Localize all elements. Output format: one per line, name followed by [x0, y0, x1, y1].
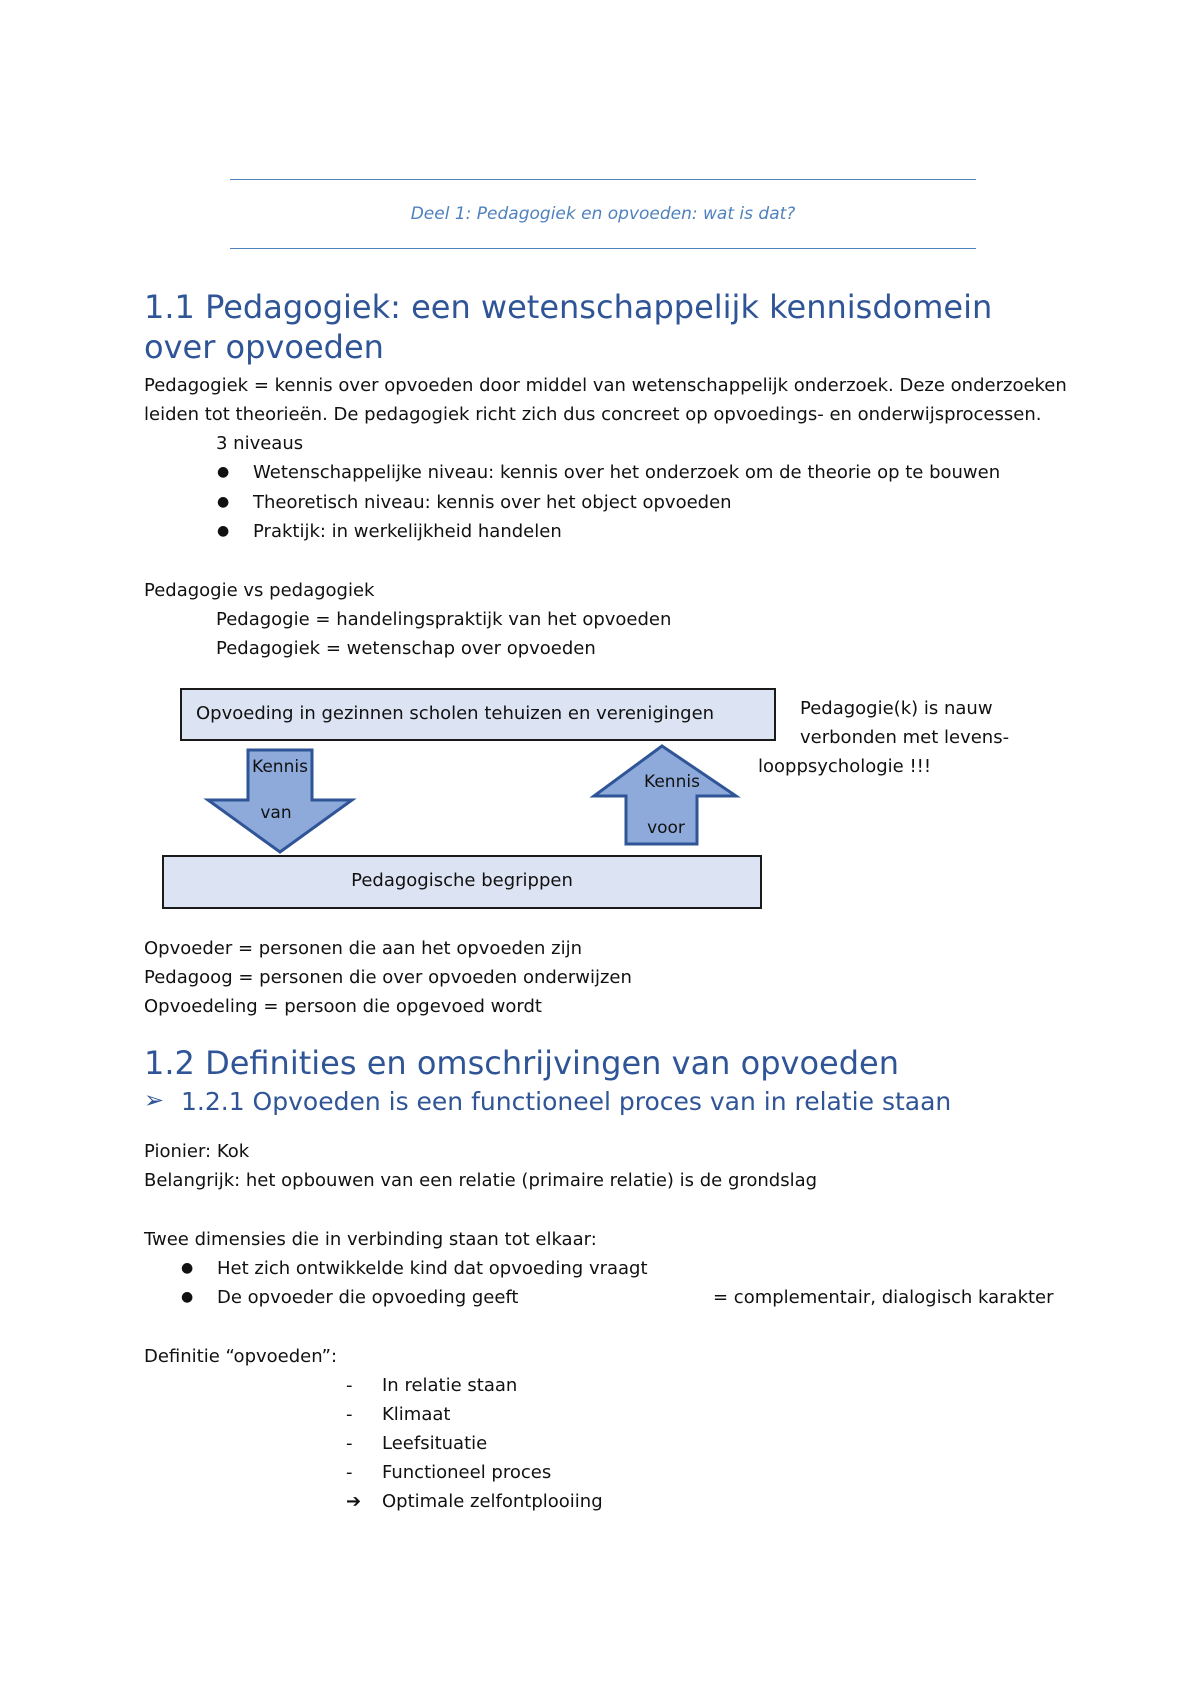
vs-line: Pedagogie = handelingspraktijk van het opvoeden — [216, 609, 672, 630]
diagram-side-note-line3: looppsychologie !!! — [758, 756, 932, 777]
bullet-icon: ● — [217, 494, 230, 510]
role-line: Opvoedeling = persoon die opgevoed wordt — [144, 996, 542, 1017]
definition-item: Functioneel proces — [382, 1462, 552, 1483]
diagram-top-box-label: Opvoeding in gezinnen scholen tehuizen en verenigingen — [196, 703, 715, 724]
right-arrow-icon: ➔ — [346, 1491, 362, 1512]
bullet-icon: ● — [217, 523, 230, 539]
dimension-item: Het zich ontwikkelde kind dat opvoeding vraagt — [217, 1258, 648, 1279]
dimensions-note: = complementair, dialogisch karakter — [713, 1287, 1054, 1308]
down-arrow-label-bottom: van — [260, 803, 292, 823]
diagram-side-note-line2: verbonden met levens- — [800, 727, 1010, 748]
level-item: Wetenschappelijke niveau: kennis over het onderzoek om de theorie op te bouwen — [253, 462, 1001, 483]
dimension-item: De opvoeder die opvoeding geeft — [217, 1287, 519, 1308]
section-1-1-title-line2: over opvoeden — [144, 328, 384, 366]
diagram-arrows — [0, 740, 1200, 940]
level-item: Praktijk: in werkelijkheid handelen — [253, 521, 562, 542]
document-subtitle: Deel 1: Pedagogiek en opvoeden: wat is dat? — [410, 204, 796, 224]
definition-item: Leefsituatie — [382, 1433, 488, 1454]
definition-title: Definitie “opvoeden”: — [144, 1346, 338, 1367]
vs-title: Pedagogie vs pedagogiek — [144, 580, 375, 601]
up-arrow-label-top: Kennis — [644, 772, 700, 792]
header-rule-top — [230, 179, 976, 180]
diagram-bottom-box-label: Pedagogische begrippen — [351, 870, 573, 891]
dimensions-title: Twee dimensies die in verbinding staan tot elkaar: — [144, 1229, 597, 1250]
important-line: Belangrijk: het opbouwen van een relatie (primaire relatie) is de grondslag — [144, 1170, 818, 1191]
diagram-side-note-line1: Pedagogie(k) is nauw — [800, 698, 993, 719]
header-rule-bottom — [230, 248, 976, 249]
definition-item: In relatie staan — [382, 1375, 518, 1396]
section-1-1-title-line1: 1.1 Pedagogiek: een wetenschappelijk kennisdomein — [144, 288, 993, 326]
intro-paragraph-line2: leiden tot theorieën. De pedagogiek richt zich dus concreet op opvoedings- en onderwijsprocessen. — [144, 404, 1042, 425]
section-1-2-1-title: 1.2.1 Opvoeden is een functioneel proces van in relatie staan — [181, 1087, 952, 1116]
dash-icon: - — [346, 1375, 353, 1396]
dash-icon: - — [346, 1462, 353, 1483]
pioneer-line: Pionier: Kok — [144, 1141, 250, 1162]
level-item: Theoretisch niveau: kennis over het object opvoeden — [253, 492, 732, 513]
intro-paragraph-line1: Pedagogiek = kennis over opvoeden door middel van wetenschappelijk onderzoek. Deze onderzoeken — [144, 375, 1067, 396]
section-1-2-title: 1.2 Definities en omschrijvingen van opvoeden — [144, 1044, 899, 1082]
diagram-top-box — [180, 688, 776, 741]
diagram-bottom-box — [162, 855, 762, 909]
dash-icon: - — [346, 1433, 353, 1454]
definition-result: Optimale zelfontplooiing — [382, 1491, 603, 1512]
down-arrow-label-top: Kennis — [252, 757, 308, 777]
role-line: Opvoeder = personen die aan het opvoeden zijn — [144, 938, 583, 959]
levels-label: 3 niveaus — [216, 433, 304, 454]
up-arrow-label-bottom: voor — [647, 818, 685, 838]
bullet-icon: ● — [181, 1260, 194, 1276]
bullet-icon: ● — [217, 464, 230, 480]
definition-item: Klimaat — [382, 1404, 451, 1425]
vs-line: Pedagogiek = wetenschap over opvoeden — [216, 638, 596, 659]
role-line: Pedagoog = personen die over opvoeden onderwijzen — [144, 967, 632, 988]
dash-icon: - — [346, 1404, 353, 1425]
arrowhead-bullet-icon: ➢ — [144, 1086, 165, 1114]
bullet-icon: ● — [181, 1289, 194, 1305]
